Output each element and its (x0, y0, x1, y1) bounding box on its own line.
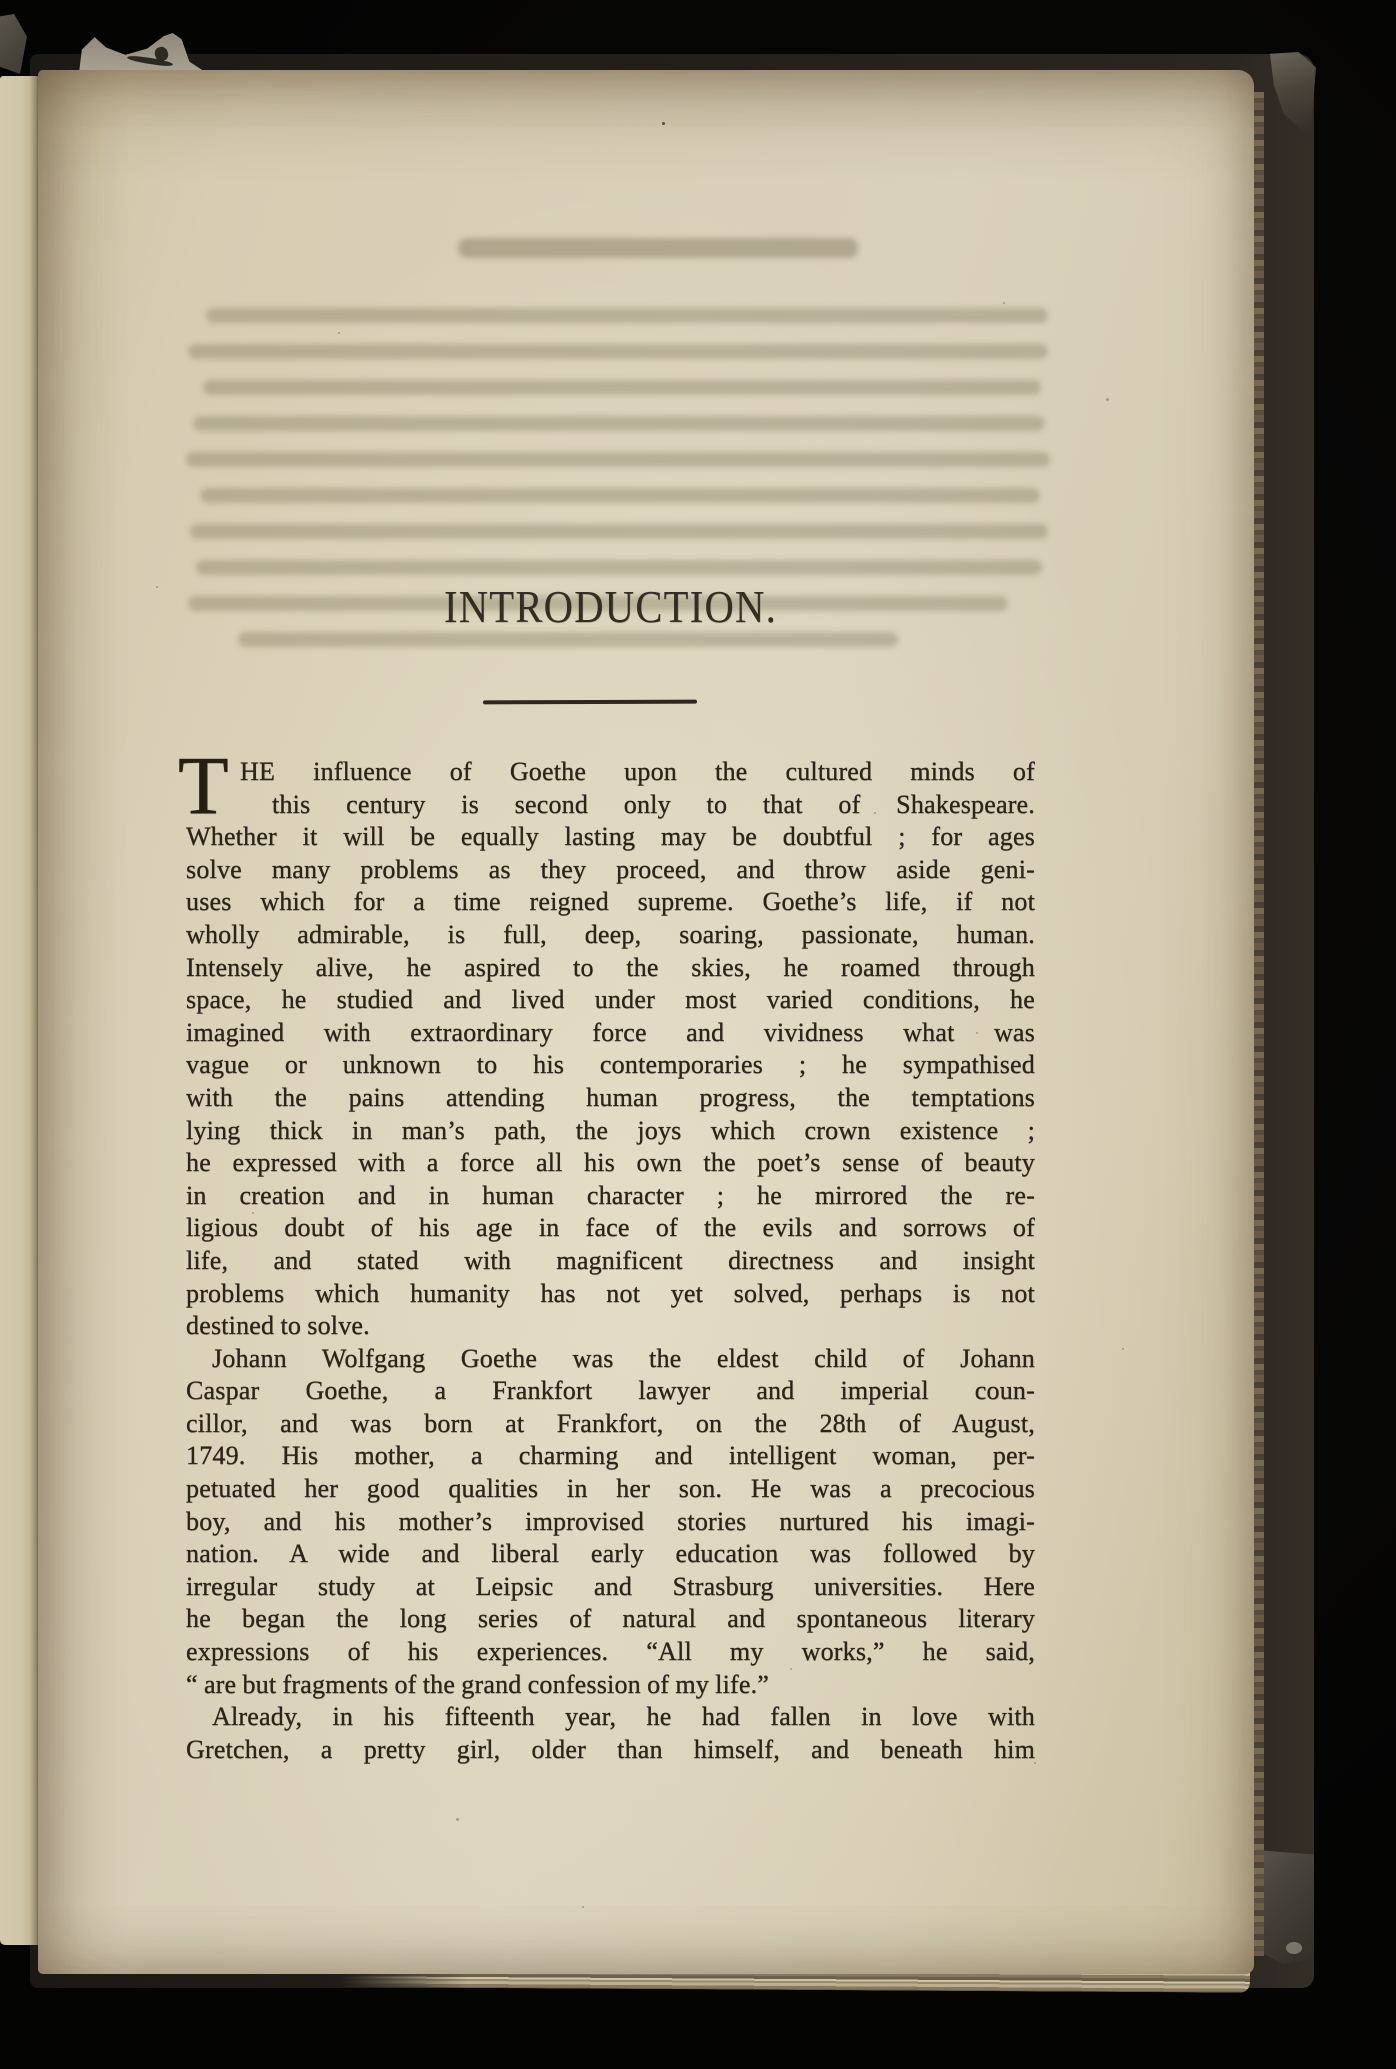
text-line: Gretchen, a pretty girl, older than himself, and beneath him (186, 1734, 1035, 1764)
text-line: solve many problems as they proceed, and throw aside geni- (186, 854, 1035, 884)
text-line: uses which for a time reigned supreme. Goethe’s life, if not (186, 887, 1035, 917)
text-line: lying thick in man’s path, the joys which crown existence ; (186, 1115, 1035, 1145)
text-line: 1749. His mother, a charming and intelligent woman, per- (186, 1441, 1035, 1471)
text-line: he began the long series of natural and spontaneous literary (186, 1604, 1035, 1634)
text-line: boy, and his mother’s improvised stories nurtured his imagi- (186, 1506, 1035, 1536)
text-line: “ are but fragments of the grand confession of my life.” (186, 1669, 770, 1699)
text-line: ligious doubt of his age in face of the evils and sorrows of (186, 1213, 1035, 1243)
text-line: vague or unknown to his contemporaries ; he sympathised (186, 1050, 1035, 1080)
text-line: destined to solve. (186, 1311, 370, 1341)
paper-fragment-top-left (0, 14, 27, 74)
text-line: with the pains attending human progress, the temptations (186, 1082, 1035, 1112)
text-line: Caspar Goethe, a Frankfort lawyer and imperial coun- (186, 1376, 1035, 1406)
text-line: imagined with extraordinary force and vividness what was (186, 1017, 1035, 1047)
text-line: he expressed with a force all his own the poet’s sense of beauty (186, 1148, 1035, 1178)
text-line: Intensely alive, he aspired to the skies, he roamed through (186, 952, 1035, 982)
text-line: petuated her good qualities in her son. He was a precocious (186, 1474, 1035, 1504)
text-line: problems which humanity has not yet solved, perhaps is not (186, 1278, 1035, 1308)
text-line: in creation and in human character ; he mirrored the re- (186, 1180, 1035, 1210)
drop-cap: T (178, 739, 229, 831)
text-line: nation. A wide and liberal early education was followed by (186, 1539, 1035, 1569)
text-line: Already, in his fifteenth year, he had fallen in love with (212, 1702, 1035, 1732)
page-text (178, 739, 1035, 1766)
text-line: HE influence of Goethe upon the cultured minds of (240, 757, 1035, 786)
text-line: irregular study at Leipsic and Strasburg universities. Here (186, 1571, 1035, 1601)
section-divider-rule (483, 700, 697, 704)
text-line: Johann Wolfgang Goethe was the eldest child of Johann (212, 1343, 1035, 1373)
text-line: this century is second only to that of Shakespeare. (272, 789, 1035, 819)
text-line: expressions of his experiences. “All my works,” he said, (186, 1637, 1035, 1667)
text-line: wholly admirable, is full, deep, soaring, passionate, human. (186, 919, 1035, 949)
text-line: space, he studied and lived under most varied conditions, he (186, 985, 1035, 1015)
page-title: INTRODUCTION. (443, 581, 778, 632)
text-line: cillor, and was born at Frankfort, on the 28th of August, (186, 1408, 1035, 1438)
facing-page-edge (0, 76, 40, 1945)
text-line: life, and stated with magnificent directness and insight (186, 1245, 1035, 1275)
book-page (38, 70, 1254, 1974)
text-line: Whether it will be equally lasting may be doubtful ; for ages (186, 822, 1035, 852)
